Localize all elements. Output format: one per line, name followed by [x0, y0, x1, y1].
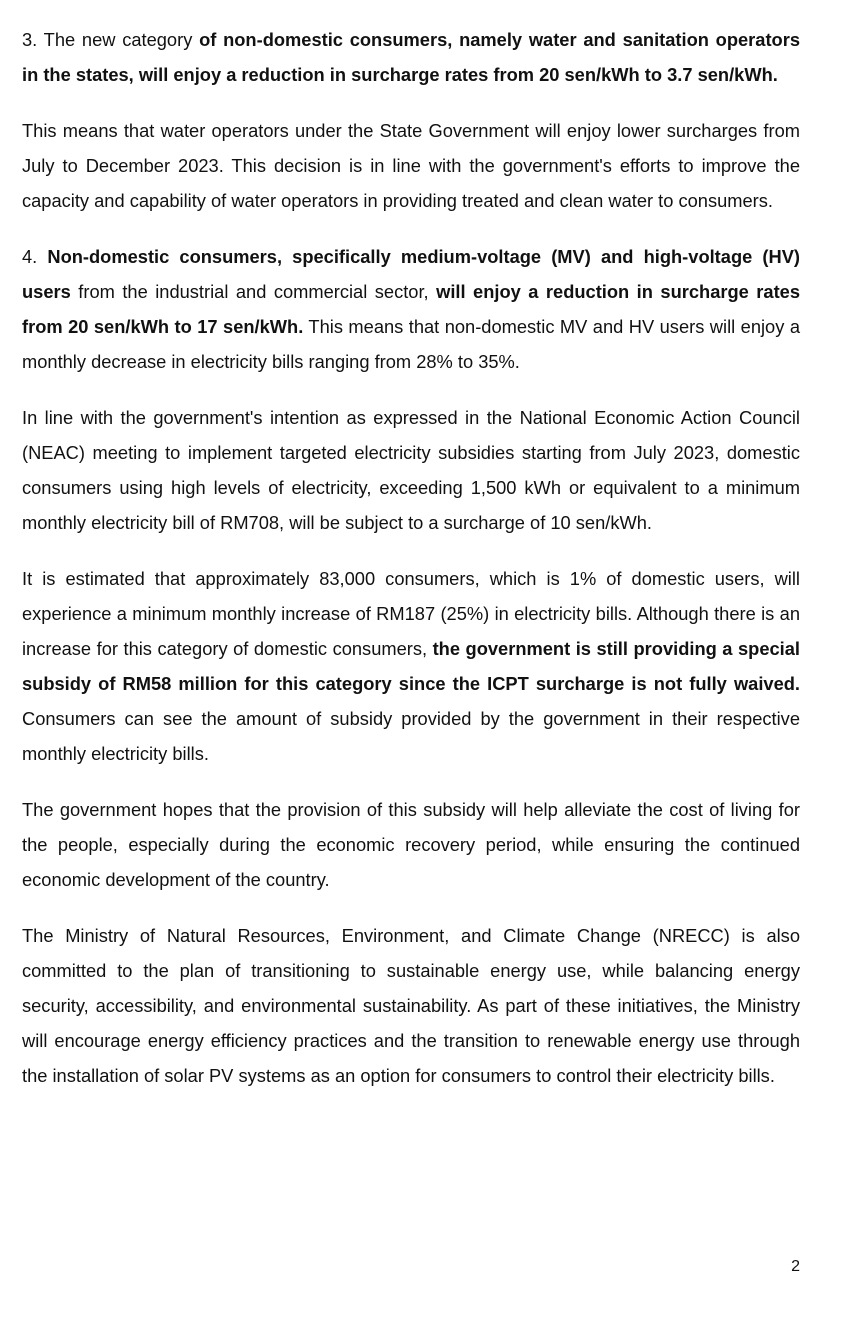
para-water-operators-run-0: This means that water operators under the State Government will enjoy lower surcharges from July to December 2023. This decision is in line with the government's efforts to improve the capacity and capability of water operators in providing treated and clean water to consumers. — [22, 120, 800, 211]
document-page — [22, 22, 800, 1114]
para-3-run-0: 3. The new category — [22, 29, 200, 50]
para-4 — [22, 239, 800, 379]
para-3-run-1: of non-domestic consumers, namely water and sanitation operators in the states, will enjoy a reduction in surcharge rates from 20 sen/kWh to 3.7 sen/kWh. — [22, 29, 801, 85]
para-estimate-run-2: Consumers can see the amount of subsidy provided by the government in their respective monthly electricity bills. — [22, 708, 800, 764]
para-4-run-4: This means that non-domestic MV and HV users will enjoy a monthly decrease in electricity bills ranging from 28% to 35%. — [22, 316, 800, 372]
para-4-run-0: 4. — [22, 246, 48, 267]
para-3 — [22, 22, 800, 92]
para-estimate — [22, 561, 800, 771]
page-number: 2 — [791, 1258, 800, 1275]
para-water-operators — [22, 113, 800, 218]
para-4-run-3: will enjoy a reduction in surcharge rates from 20 sen/kWh to 17 sen/kWh. — [22, 281, 800, 337]
para-hopes-run-0: The government hopes that the provision of this subsidy will help alleviate the cost of living for the people, especially during the economic recovery period, while ensuring the continued economic development of the country. — [22, 799, 800, 890]
para-neac-run-0: In line with the government's intention as expressed in the National Economic Action Council (NEAC) meeting to implement targeted electricity subsidies starting from July 2023, domestic consumers using high levels of electricity, exceeding 1,500 kWh or equivalent to a minimum monthly electricity bill of RM708, will be subject to a surcharge of 10 sen/kWh. — [22, 407, 800, 533]
para-nrecc-run-0: The Ministry of Natural Resources, Environment, and Climate Change (NRECC) is also committed to the plan of transitioning to sustainable energy use, while balancing energy security, accessibility, and environmental sustainability. As part of these initiatives, the Ministry will encourage energy efficiency practices and the transition to renewable energy use through the installation of solar PV systems as an option for consumers to control their electricity bills. — [22, 925, 800, 1086]
para-4-run-1: Non-domestic consumers, specifically medium-voltage (MV) and high-voltage (HV) users — [22, 246, 800, 302]
para-estimate-run-0: It is estimated that approximately 83,000 consumers, which is 1% of domestic users, will experience a minimum monthly increase of RM187 (25%) in electricity bills. Although there is an increase for this category of domestic consumers, — [22, 568, 800, 659]
para-neac — [22, 400, 800, 540]
para-estimate-run-1: the government is still providing a special subsidy of RM58 million for this category since the ICPT surcharge is not fully waived. — [22, 638, 800, 694]
para-hopes — [22, 792, 800, 897]
para-nrecc — [22, 918, 800, 1093]
para-4-run-2: from the industrial and commercial sector, — [70, 281, 437, 302]
